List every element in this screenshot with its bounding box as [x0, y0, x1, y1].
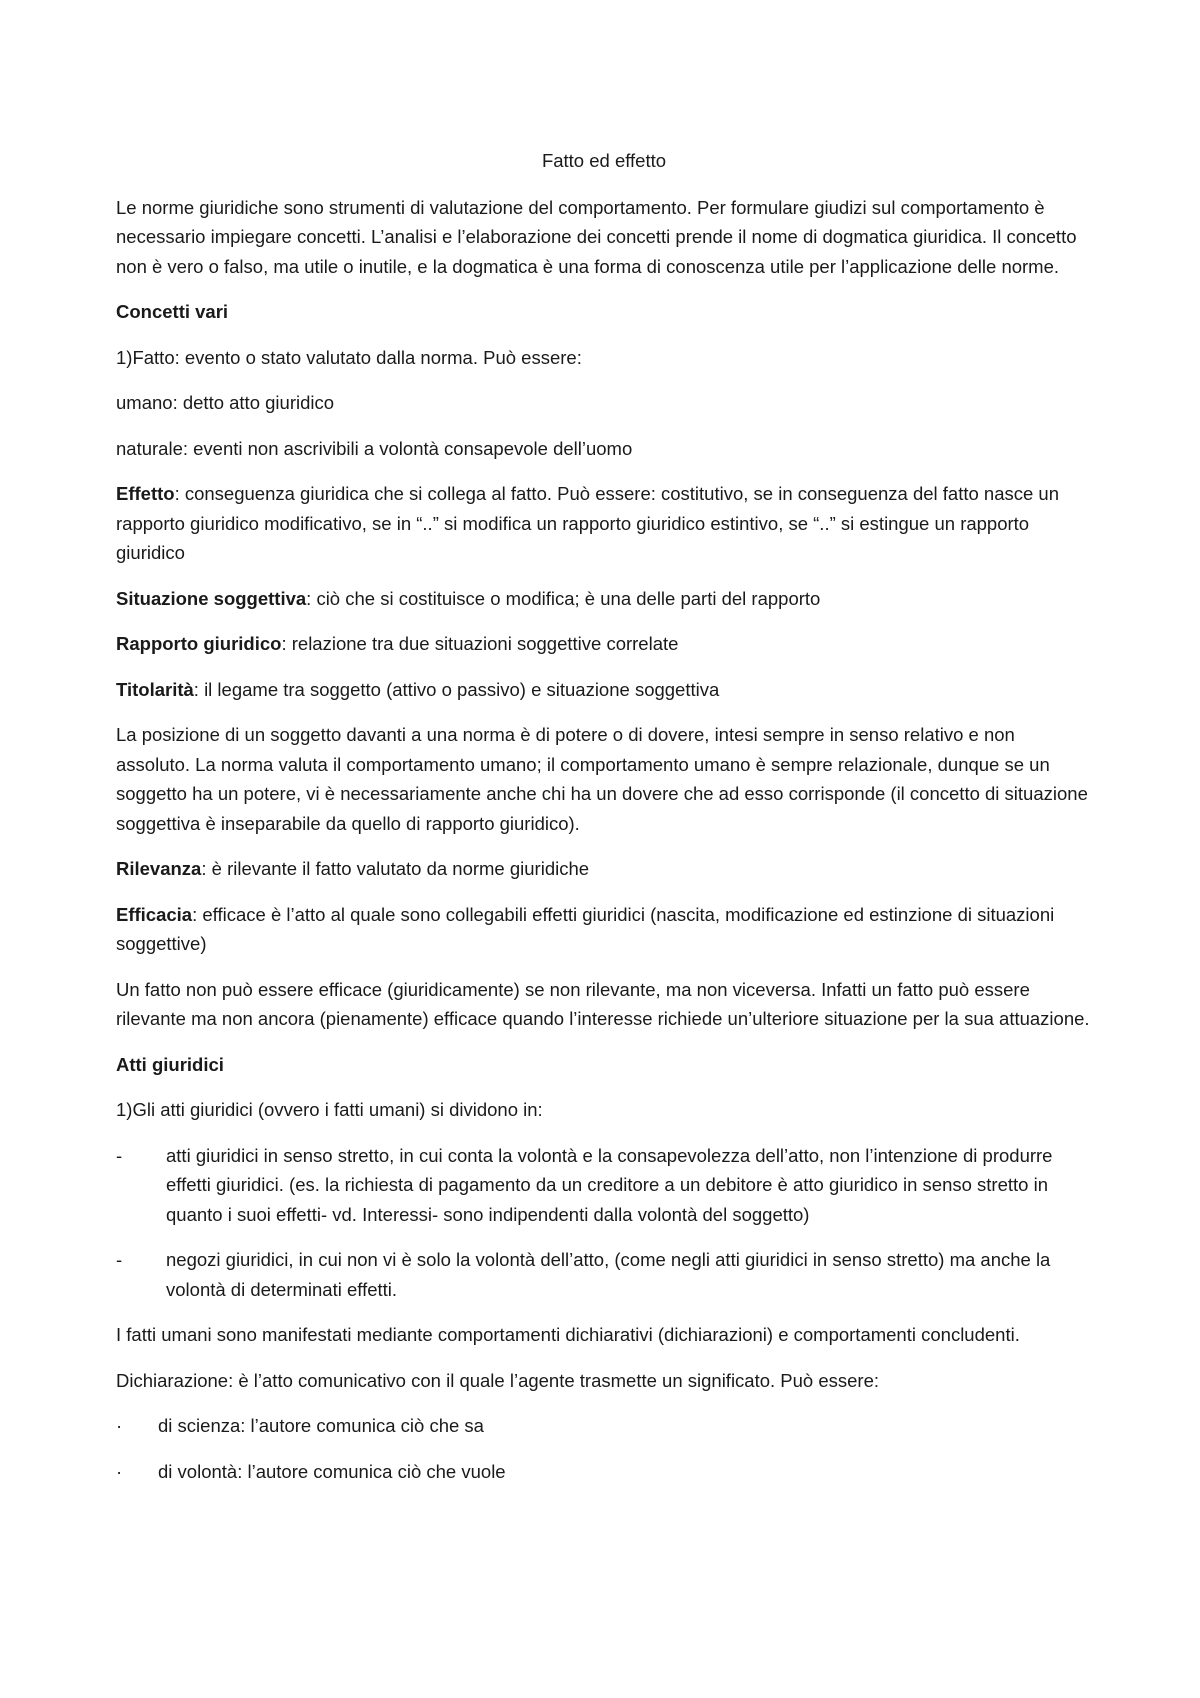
section-heading-concetti-vari: Concetti vari	[116, 301, 229, 322]
list-item-di-volonta	[116, 1457, 1092, 1487]
atti-intro-paragraph: 1)Gli atti giuridici (ovvero i fatti umani) si dividono in:	[116, 1099, 543, 1120]
situazione-text: : ciò che si costituisce o modifica; è una delle parti del rapporto	[306, 587, 821, 609]
list-item-text: atti giuridici in senso stretto, in cui conta la volontà e la consapevolezza dell’atto, non l’intenzione di produrre effetti giuridici. (es. la richiesta di pagamento da un creditore a un debitore è atto giuridico in senso stretto in quanto i suoi effetti- vd. Interessi- sono indipendenti dalla volontà del soggetto)	[166, 1144, 1053, 1225]
intro-paragraph: Le norme giuridiche sono strumenti di valutazione del comportamento. Per formulare giudizi sul comportamento è necessario impiegare concetti. L’analisi e l’elaborazione dei concetti prende il nome di dogmatica giuridica. Il concetto non è vero o falso, ma utile o inutile, e la dogmatica è una forma di conoscenza utile per l’applicazione delle norme.	[116, 196, 1077, 277]
posizione-paragraph: La posizione di un soggetto davanti a una norma è di potere o di dovere, intesi sempre in senso relativo e non assoluto. La norma valuta il comportamento umano; il comportamento umano è sempre relazionale, dunque se un soggetto ha un potere, vi è necessariamente anche chi ha un dovere che ad esso corrisponde (il concetto di situazione soggettiva è inseparabile da quello di rapporto giuridico).	[116, 724, 1088, 834]
document-page	[116, 146, 1092, 1502]
rapporto-paragraph	[116, 629, 1092, 659]
titolarita-term: Titolarità	[116, 678, 194, 700]
list-item-text: di volontà: l’autore comunica ciò che vuole	[158, 1460, 506, 1482]
fatti-umani-paragraph: I fatti umani sono manifestati mediante comportamenti dichiarativi (dichiarazioni) e comportamenti concludenti.	[116, 1324, 1020, 1345]
dash-marker: -	[116, 1249, 123, 1270]
bullet-marker: ·	[116, 1415, 123, 1436]
efficacia-paragraph	[116, 900, 1092, 959]
section-heading-atti-giuridici: Atti giuridici	[116, 1053, 224, 1075]
list-item-negozi-giuridici	[116, 1245, 1092, 1304]
rilevanza-term: Rilevanza	[116, 858, 202, 879]
effetto-text: : conseguenza giuridica che si collega al fatto. Può essere: costitutivo, se in conseguenza del fatto nasce un rapporto giuridico modificativo, se in “..” si modifica un rapporto giuridico estintivo, se “..” si estingue un rapporto giuridico	[116, 483, 1060, 563]
rapporto-text: : relazione tra due situazioni soggettive correlate	[281, 633, 679, 654]
rilevanza-paragraph	[116, 854, 1092, 884]
effetto-term: Effetto	[116, 483, 175, 504]
situazione-paragraph	[116, 584, 1092, 614]
list-item-text: di scienza: l’autore comunica ciò che sa	[158, 1415, 484, 1436]
rapporto-term: Rapporto giuridico	[116, 633, 282, 654]
umano-paragraph: umano: detto atto giuridico	[116, 392, 335, 413]
dash-marker: -	[116, 1144, 123, 1166]
list-item-di-scienza	[116, 1411, 1092, 1441]
bullet-marker: ·	[116, 1460, 123, 1482]
rilevanza-text: : è rilevante il fatto valutato da norme giuridiche	[201, 858, 590, 879]
efficacia-term: Efficacia	[116, 903, 193, 925]
document-title: Fatto ed effetto	[541, 150, 667, 171]
dichiarazione-paragraph: Dichiarazione: è l’atto comunicativo con il quale l’agente trasmette un significato. Può essere:	[116, 1369, 880, 1391]
efficacia-text: : efficace è l’atto al quale sono collegabili effetti giuridici (nascita, modificazione ed estinzione di situazioni soggettive)	[116, 903, 1055, 954]
fatto-efficace-paragraph: Un fatto non può essere efficace (giuridicamente) se non rilevante, ma non viceversa. Infatti un fatto può essere rilevante ma non ancora (pienamente) efficace quando l’interesse richiede un’ulteriore situazione per la sua attuazione.	[116, 978, 1090, 1029]
titolarita-paragraph	[116, 675, 1092, 705]
list-item-atti-senso-stretto	[116, 1141, 1092, 1230]
list-item-text: negozi giuridici, in cui non vi è solo la volontà dell’atto, (come negli atti giuridici in senso stretto) ma anche la volontà di determinati effetti.	[166, 1249, 1051, 1300]
effetto-paragraph	[116, 479, 1092, 568]
fatto-paragraph: 1)Fatto: evento o stato valutato dalla norma. Può essere:	[116, 346, 582, 368]
situazione-term: Situazione soggettiva	[116, 587, 307, 609]
naturale-paragraph: naturale: eventi non ascrivibili a volontà consapevole dell’uomo	[116, 437, 633, 459]
titolarita-text: : il legame tra soggetto (attivo o passivo) e situazione soggettiva	[193, 678, 720, 700]
